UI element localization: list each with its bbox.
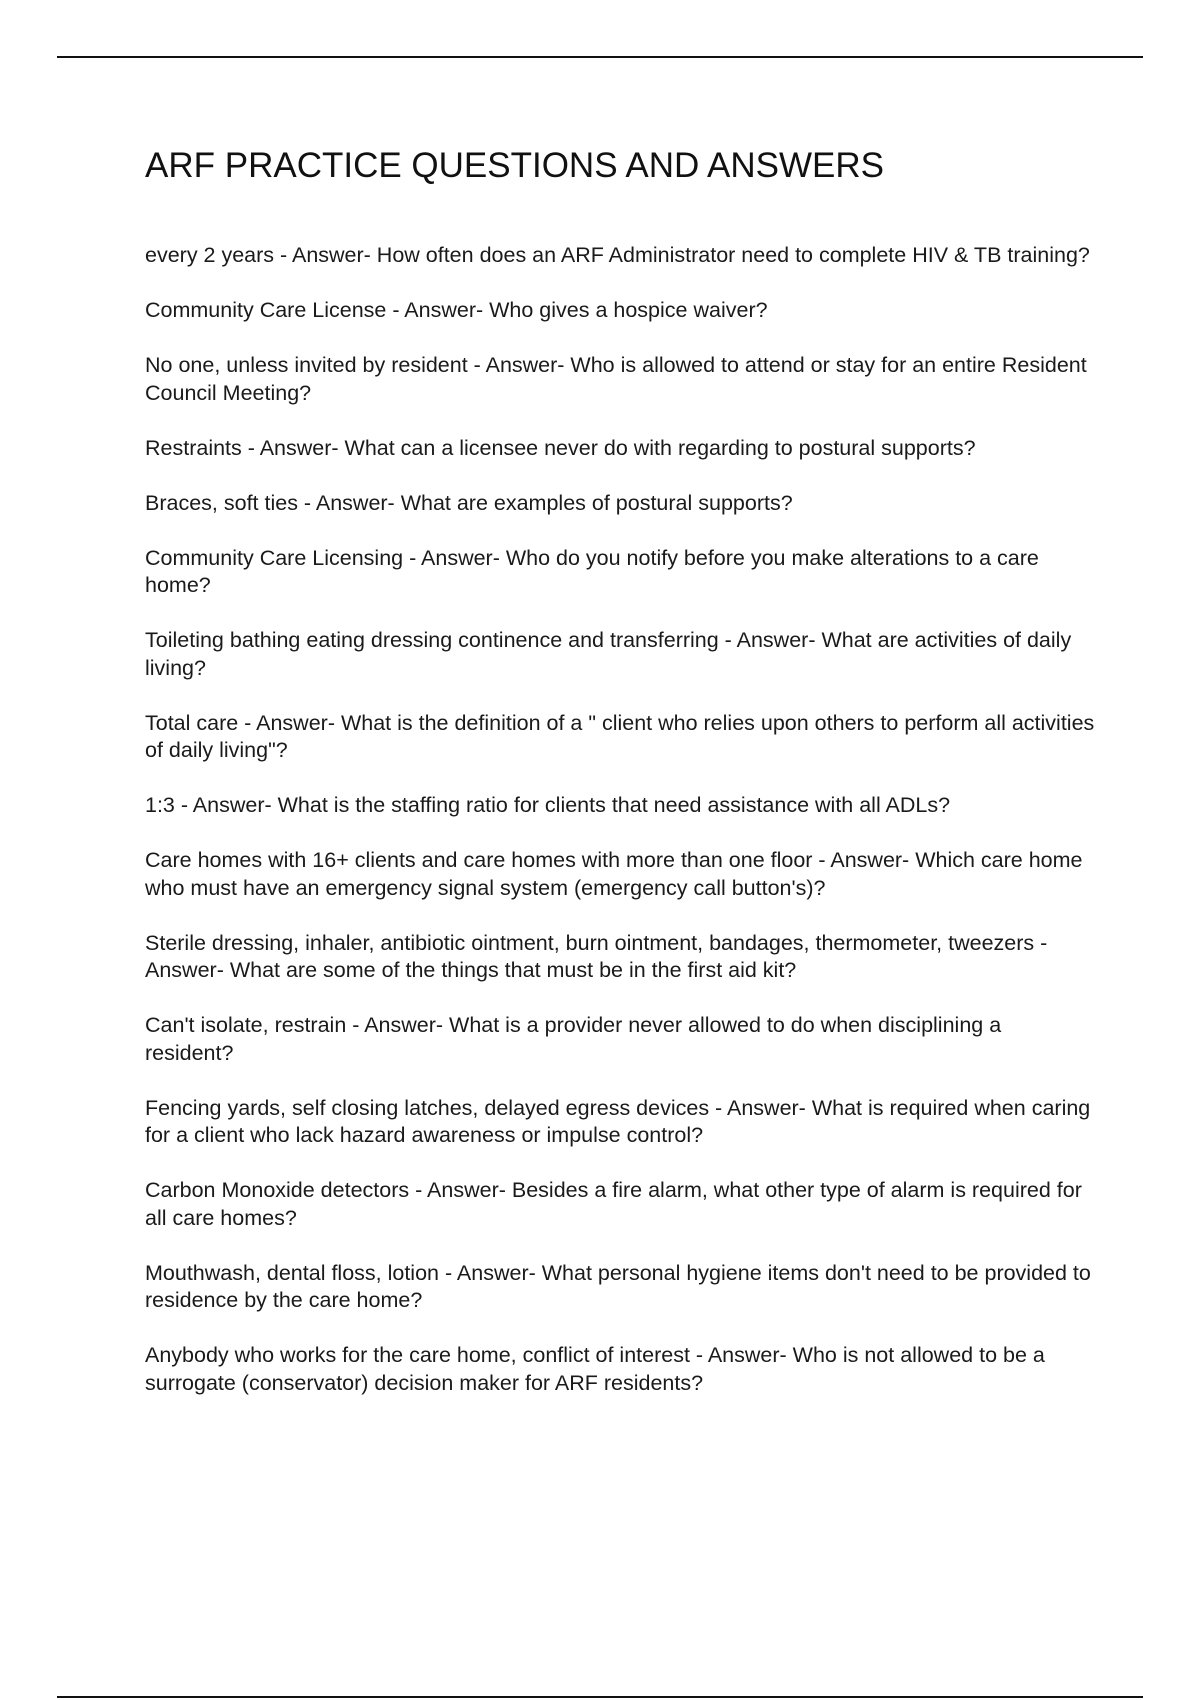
document-title: ARF PRACTICE QUESTIONS AND ANSWERS (145, 146, 884, 185)
qa-item: Sterile dressing, inhaler, antibiotic ointment, burn ointment, bandages, thermometer, tweezers - Answer- What are some of the things that must be in the first aid kit? (145, 930, 1048, 982)
qa-item: Community Care License - Answer- Who gives a hospice waiver? (145, 298, 768, 322)
qa-item: Restraints - Answer- What can a licensee never do with regarding to postural supports? (145, 435, 976, 460)
qa-item: Community Care Licensing - Answer- Who do you notify before you make alterations to a care home? (145, 545, 1039, 597)
qa-item: Toileting bathing eating dressing continence and transferring - Answer- What are activities of daily living? (145, 628, 1072, 680)
qa-item: 1:3 - Answer- What is the staffing ratio for clients that need assistance with all ADLs? (145, 793, 951, 817)
qa-item: every 2 years - Answer- How often does an ARF Administrator need to complete HIV & TB training? (145, 243, 1090, 267)
qa-item: Braces, soft ties - Answer- What are examples of postural supports? (145, 490, 793, 515)
qa-item: Fencing yards, self closing latches, delayed egress devices - Answer- What is required when caring for a client who lack hazard awareness or impulse control? (145, 1095, 1091, 1147)
qa-item: Can't isolate, restrain - Answer- What is a provider never allowed to do when disciplining a resident? (145, 1013, 1002, 1065)
qa-item: Mouthwash, dental floss, lotion - Answer- What personal hygiene items don't need to be provided to residence by the care home? (145, 1260, 1091, 1312)
bottom-rule (57, 1696, 1143, 1698)
top-rule (57, 56, 1143, 58)
qa-item: No one, unless invited by resident - Answer- Who is allowed to attend or stay for an entire Resident Council Meeting? (145, 353, 1087, 405)
qa-list (145, 242, 1095, 1425)
qa-item: Total care - Answer- What is the definition of a " client who relies upon others to perform all activities of daily living"? (145, 710, 1095, 762)
qa-item: Carbon Monoxide detectors - Answer- Besides a fire alarm, what other type of alarm is required for all care homes? (145, 1178, 1082, 1230)
qa-item: Anybody who works for the care home, conflict of interest - Answer- Who is not allowed to be a surrogate (conservator) decision maker for ARF residents? (145, 1343, 1045, 1395)
qa-item: Care homes with 16+ clients and care homes with more than one floor - Answer- Which care home who must have an emergency signal system (emergency call button's)? (145, 848, 1083, 900)
